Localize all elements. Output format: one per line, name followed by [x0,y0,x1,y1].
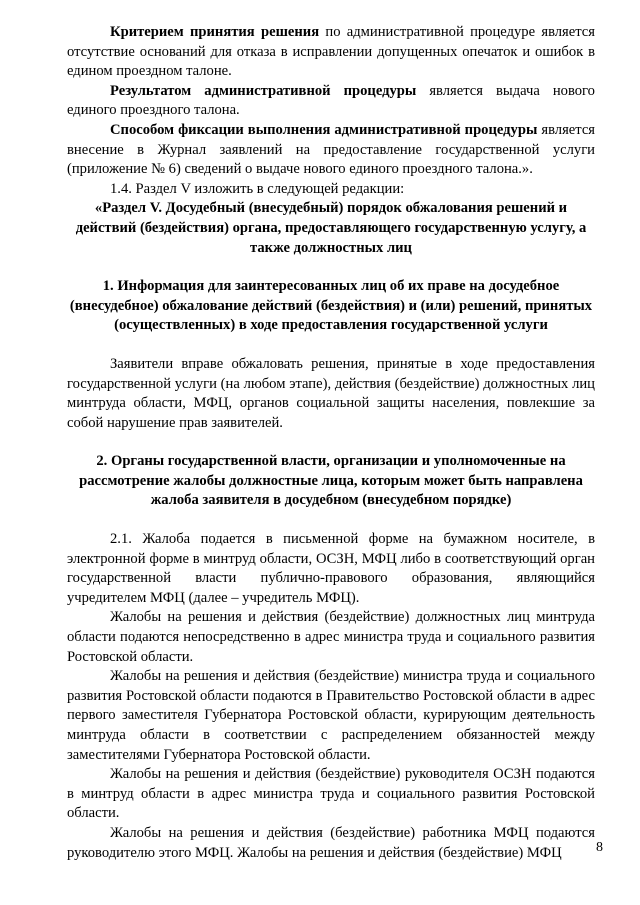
paragraph-fixation [67,121,595,180]
paragraph-criterion-lead: Критерием принятия решения [110,24,320,40]
page-number: 8 [596,840,603,855]
paragraph-criterion-text: по административной процедуре является отсутствие оснований для отказа в исправлении допущенных опечаток и ошибок в едином проездном талоне. [67,24,595,80]
paragraph-fixation-text: является внесение в Журнал заявлений на предоставление государственной услуги (приложение № 6) сведений о выдаче нового единого проездного талона.». [67,121,596,178]
paragraph-result-text: является выдача нового единого проездного талона. [67,82,595,119]
paragraph-complaint-oszn: Жалобы на решения и действия (бездействие) руководителя ОСЗН подаются в минтруд области в адрес министра труда и социального развития Ростовской области. [67,766,595,822]
heading-information: 1. Информация для заинтересованных лиц об их праве на досудебное (внесудебное) обжалование действий (бездействия) и (или) решений, принятых (осуществленных) в ходе предоставления государственной услуги [69,278,593,334]
paragraph-result-lead: Результатом административной процедуры [110,82,417,99]
paragraph-complaint-officials: Жалобы на решения и действия (бездействие) должностных лиц минтруда области подаются непосредственно в адрес министра труда и социального развития Ростовской области. [67,609,595,665]
paragraph-criterion [67,23,595,82]
paragraph-amendment: 1.4. Раздел V изложить в следующей редакции: [110,180,405,197]
paragraph-fixation-lead: Способом фиксации выполнения административной процедуры [110,121,538,138]
paragraph-complaint-form: 2.1. Жалоба подается в письменной форме на бумажном носителе, в электронной форме в минтруд области, ОСЗН, МФЦ либо в соответствующий орган государственной власти публично-правового образования, являющийся учредителем МФЦ (далее – учредитель МФЦ). [67,531,595,606]
paragraph-applicants: Заявители вправе обжаловать решения, принятые в ходе предоставления государственной услуги (на любом этапе), действия (бездействие) должностных лиц минтруда области, МФЦ, органов социальной защиты населения, повлекшие за собой нарушение прав заявителей. [67,355,595,431]
paragraph-complaint-minister: Жалобы на решения и действия (бездействие) министра труда и социального развития Ростовской области подаются в Правительство Ростовской области в адрес первого заместителя Губернатора Ростовской области, курирующим деятельность минтруда области в соответствии с распределением обязанностей между заместителями Губернатора Ростовской области. [67,668,595,763]
section-title: «Раздел V. Досудебный (внесудебный) порядок обжалования решений и действий (бездействия) органа, предоставляющего государственную услугу, а также должностных лиц [75,200,587,256]
heading-authorities: 2. Органы государственной власти, организации и уполномоченные на рассмотрение жалобы должностные лица, которым может быть направлена жалоба заявителя в досудебном (внесудебном порядке) [79,453,583,509]
document-body [67,23,595,863]
paragraph-result [67,82,595,121]
paragraph-complaint-mfc: Жалобы на решения и действия (бездействие) работника МФЦ подаются руководителю этого МФЦ. Жалобы на решения и действия (бездействие) МФЦ [67,824,595,861]
